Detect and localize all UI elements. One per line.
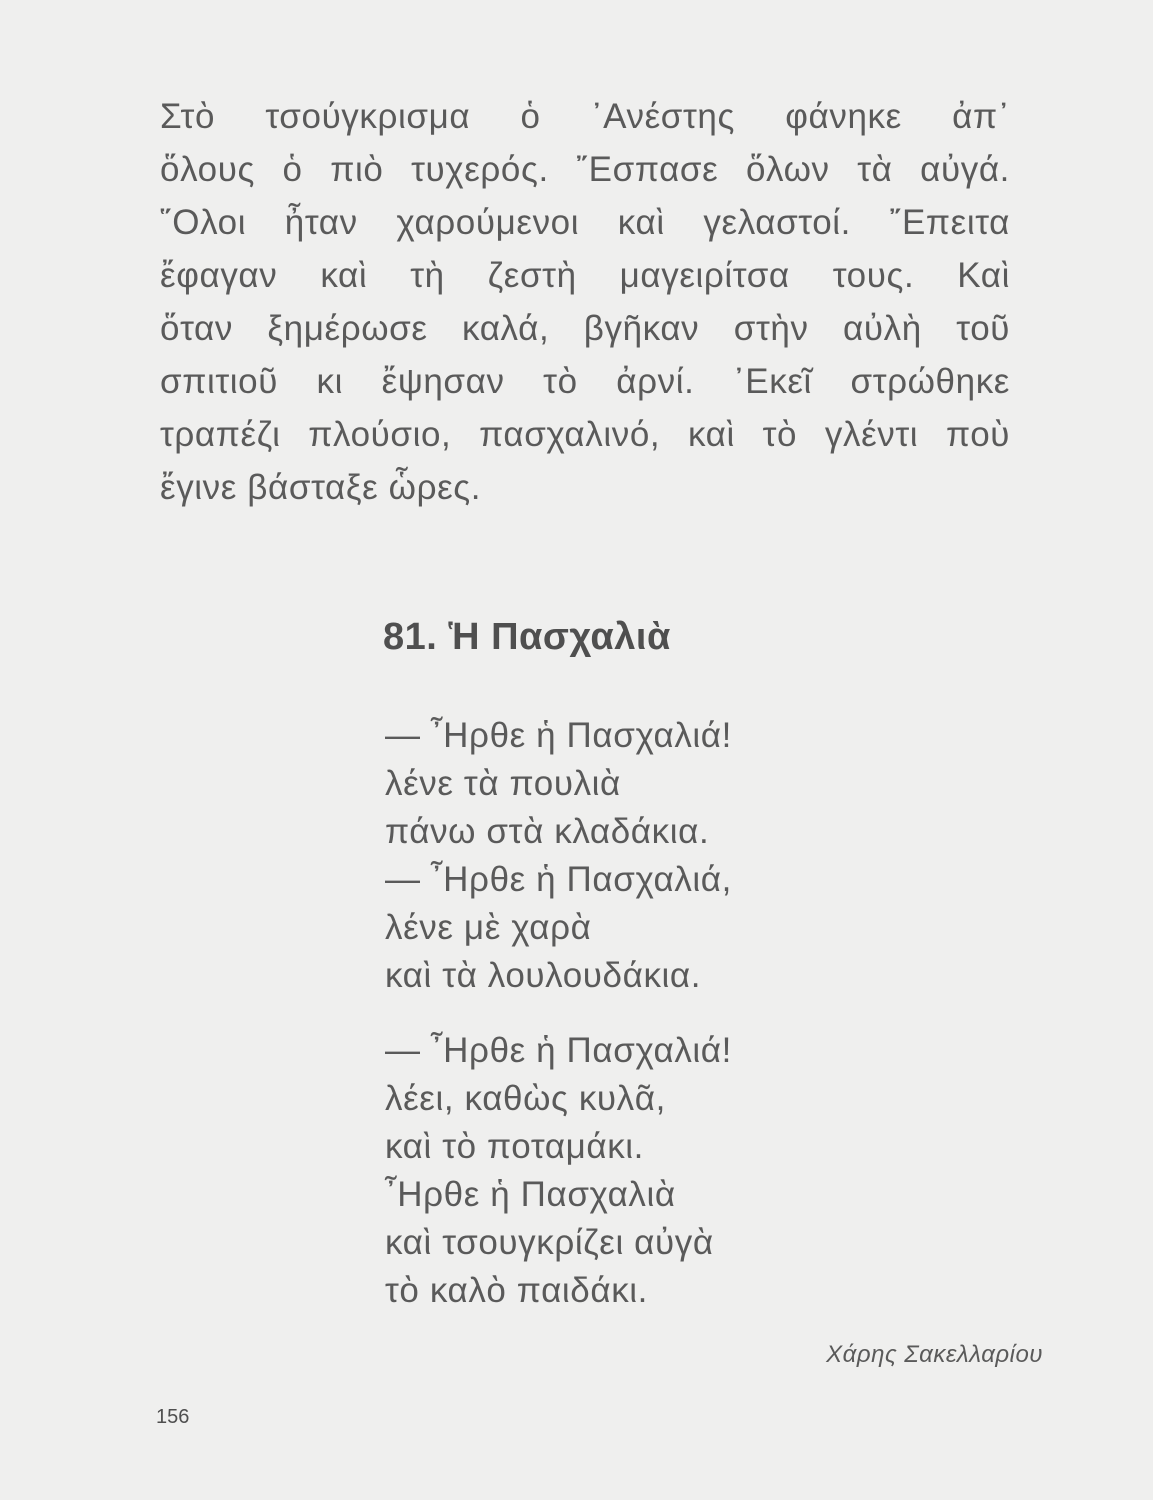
poem-title: 81. Ἡ Πασχαλιὰ [383,616,671,658]
poem-verse: πάνω στὰ κλαδάκια. [385,812,710,851]
prose-line: ὅταν ξημέρωσε καλά, βγῆκαν στὴν αὐλὴ τοῦ [160,309,1010,348]
prose-line: ἔγινε βάσταξε ὧρες. [160,468,482,507]
prose-line: ὅλους ὁ πιὸ τυχερός. ῎Εσπασε ὅλων τὰ αὐγά. [160,150,1010,189]
poem-stanza [385,1027,905,1315]
prose-line: ἔφαγαν καὶ τὴ ζεστὴ μαγειρίτσα τους. Καὶ [160,256,1010,295]
poem-author: Χάρης Σακελλαρίου [826,1341,1043,1368]
poem-verse: λένε τὰ πουλιὰ [385,764,621,803]
poem-verse: — ῏Ηρθε ἡ Πασχαλιά, [385,860,732,899]
poem-stanza [385,712,905,1000]
poem-verse: τὸ καλὸ παιδάκι. [385,1271,648,1310]
poem-verse: λένε μὲ χαρὰ [385,908,592,947]
poem-verse: λέει, καθὼς κυλᾶ, [385,1079,666,1118]
poem-verse: — ῏Ηρθε ἡ Πασχαλιά! [385,716,732,755]
prose-line: ῞Ολοι ἦταν χαρούμενοι καὶ γελαστοί. ῎Επειτα [160,203,1010,242]
prose-line: σπιτιοῦ κι ἔψησαν τὸ ἀρνί. ᾿Εκεῖ στρώθηκε [160,362,1010,401]
prose-paragraph [160,90,1010,514]
poem-verse: — ῏Ηρθε ἡ Πασχαλιά! [385,1031,732,1070]
poem-verse: καὶ τσουγκρίζει αὐγὰ [385,1223,714,1262]
poem-verse: ῏Ηρθε ἡ Πασχαλιὰ [385,1175,676,1214]
poem-verse: καὶ τὰ λουλουδάκια. [385,956,702,995]
prose-line: Στὸ τσούγκρισμα ὁ ᾿Ανέστης φάνηκε ἀπ᾿ [160,97,1010,136]
poem-verse: καὶ τὸ ποταμάκι. [385,1127,645,1166]
prose-line: τραπέζι πλούσιο, πασχαλινό, καὶ τὸ γλέντι ποὺ [160,415,1010,454]
page-number: 156 [156,1406,190,1428]
